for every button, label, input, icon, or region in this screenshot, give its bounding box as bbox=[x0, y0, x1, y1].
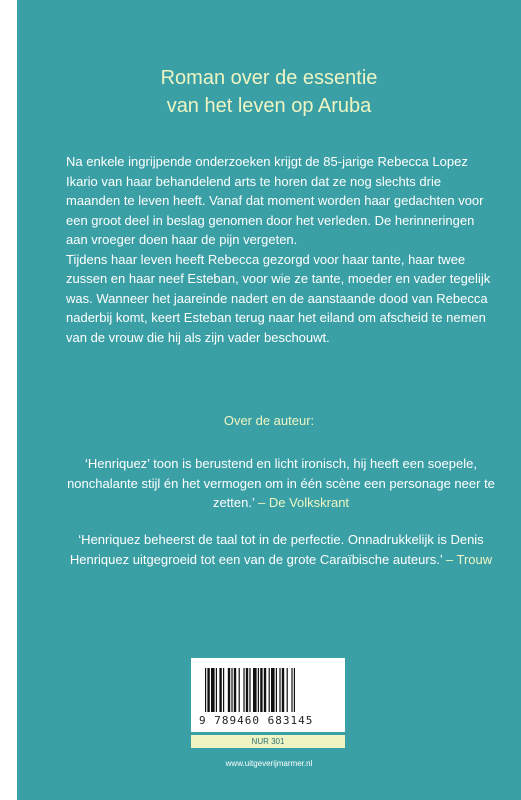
tagline-line-2: van het leven op Aruba bbox=[166, 95, 372, 117]
barcode-bar bbox=[246, 668, 248, 712]
barcode-bar bbox=[216, 668, 217, 712]
isbn-number: 9 789460 683145 bbox=[199, 714, 314, 727]
barcode-bar bbox=[249, 668, 250, 712]
barcode-bar bbox=[282, 668, 284, 712]
blurb bbox=[66, 152, 496, 347]
barcode-bar bbox=[258, 668, 259, 712]
nur-code: NUR 301 bbox=[191, 735, 345, 748]
barcode-bar bbox=[239, 668, 240, 712]
barcode-bar bbox=[260, 668, 262, 712]
barcode-bar bbox=[211, 668, 215, 712]
barcode-bar bbox=[276, 668, 277, 712]
barcode-bar bbox=[243, 668, 244, 712]
barcode-bar bbox=[264, 668, 266, 712]
quote-text: ‘Henriquez beheerst de taal tot in de perfectie. Onnadrukkelijk is Denis Henriquez uitgegroeid tot een van de grote Caraïbische auteurs.’ bbox=[69, 532, 484, 567]
back-cover bbox=[17, 0, 521, 800]
barcode-bar bbox=[279, 668, 280, 712]
tagline-line-1: Roman over de essentie bbox=[160, 67, 378, 89]
barcode-bar bbox=[207, 668, 209, 712]
quote-source: – Trouw bbox=[445, 551, 493, 567]
quote-source: – De Volkskrant bbox=[258, 495, 350, 510]
barcode-bar bbox=[219, 668, 221, 712]
isbn-barcode bbox=[191, 658, 345, 732]
blurb-paragraph-1: Na enkele ingrijpende onderzoeken krijgt de 85-jarige Rebecca Lopez Ikario van haar behandelend arts te horen dat ze nog slechts drie maanden te leven heeft. Vanaf dat moment worden haar gedachten voor een groot deel in beslag genomen door het verleden. De herinneringen aan vroeger doen haar de pijn vergeten. bbox=[66, 154, 484, 247]
barcode-bar bbox=[294, 668, 295, 712]
publisher-website: www.uitgeverijmarmer.nl bbox=[225, 759, 313, 768]
barcode-bar bbox=[253, 668, 257, 712]
barcode-bar bbox=[205, 668, 206, 712]
barcode-bars bbox=[205, 668, 331, 712]
blurb-paragraph-2: Tijdens haar leven heeft Rebecca gezorgd voor haar tante, haar twee zussen en haar neef Esteban, voor wie ze tante, moeder en vader tegelijk was. Wanneer het jaareinde nadert en de aanstaande dood van Rebecca naderbij komt, keert Esteban terug naar het eiland om afscheid te nemen van de vrouw die hij als zijn vader beschouwt. bbox=[66, 251, 491, 345]
barcode-bar bbox=[271, 668, 275, 712]
quote-volkskrant bbox=[66, 454, 496, 513]
tagline bbox=[17, 64, 521, 120]
barcode-bar bbox=[287, 668, 288, 712]
barcode-bar bbox=[223, 668, 224, 712]
author-heading: Over de auteur: bbox=[223, 413, 315, 428]
barcode-bar bbox=[231, 668, 232, 712]
quote-text: ‘Henriquez’ toon is berustend en licht ironisch, hij heeft een soepele, nonchalante stijl én het vermogen om in één scène een personage neer te zetten.’ bbox=[67, 456, 495, 510]
quote-trouw bbox=[66, 530, 496, 569]
barcode-bar bbox=[291, 668, 292, 712]
barcode-bar bbox=[269, 668, 270, 712]
barcode-bar bbox=[228, 668, 230, 712]
barcode-bar bbox=[234, 668, 236, 712]
